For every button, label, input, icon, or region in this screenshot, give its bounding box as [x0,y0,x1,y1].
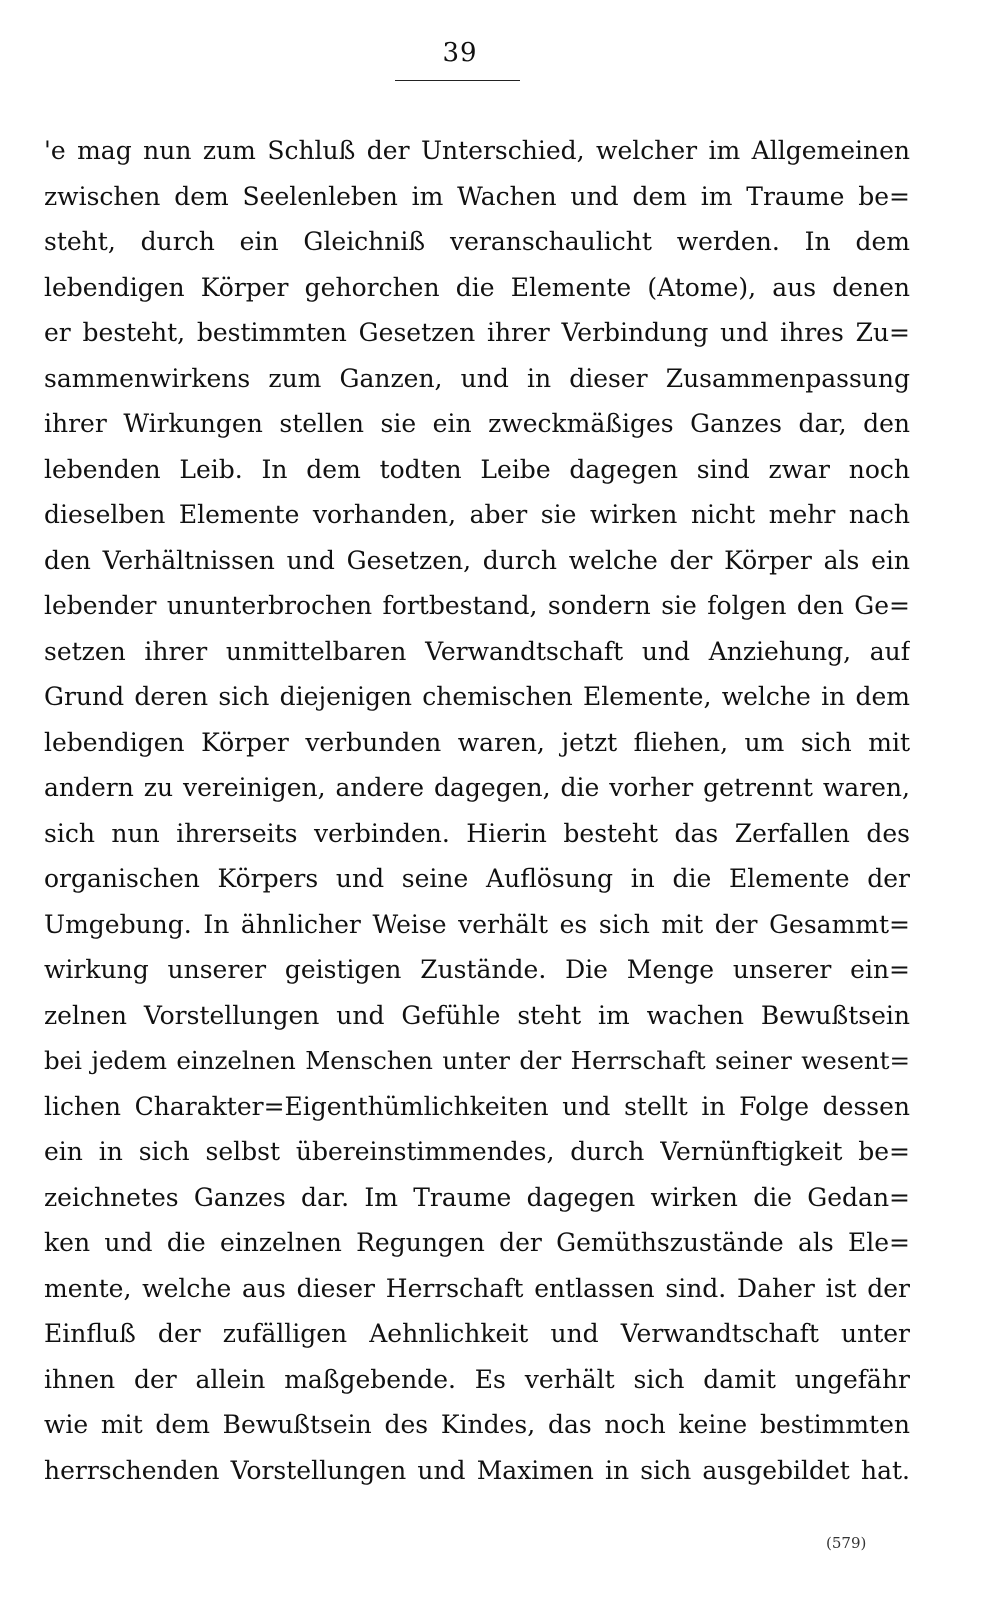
text-line: lebendigen Körper verbunden waren, jetzt fliehen, um sich mit [44,727,910,757]
body-paragraph [44,128,910,1493]
text-line: ihnen der allein maßgebende. Es verhält sich damit ungefähr [44,1364,910,1394]
text-line: 'e mag nun zum Schluß der Unterschied, welcher im Allgemeinen [44,136,910,165]
text-line: bei jedem einzelnen Menschen unter der Herrschaft seiner wesent= [44,1046,910,1075]
text-line: setzen ihrer unmittelbaren Verwandtschaft und Anziehung, auf [44,636,910,666]
text-line: lebender ununterbrochen fortbestand, sondern sie folgen den Ge= [44,591,910,620]
text-line: lebendigen Körper gehorchen die Elemente (Atome), aus denen [44,272,910,302]
text-line: Einfluß der zufälligen Aehnlichkeit und Verwandtschaft unter [44,1319,910,1348]
page-number: 39 [442,38,478,68]
text-line: Umgebung. In ähnlicher Weise verhält es sich mit der Gesammt= [44,909,910,939]
text-line: ken und die einzelnen Regungen der Gemüthszustände als Ele= [44,1228,910,1257]
text-line: organischen Körpers und seine Auflösung in die Elemente der [44,864,910,893]
text-line: ihrer Wirkungen stellen sie ein zweckmäßiges Ganzes dar, den [44,409,910,438]
text-line: sammenwirkens zum Ganzen, und in dieser Zusammenpassung [44,363,910,393]
text-line: steht, durch ein Gleichniß veranschaulicht werden. In dem [44,227,910,256]
text-line: mente, welche aus dieser Herrschaft entlassen sind. Daher ist der [44,1273,910,1303]
text-line: andern zu vereinigen, andere dagegen, die vorher getrennt waren, [44,773,910,802]
text-line: lebenden Leib. In dem todten Leibe dagegen sind zwar noch [44,454,910,484]
text-line: dieselben Elemente vorhanden, aber sie wirken nicht mehr nach [44,500,910,529]
text-line: den Verhältnissen und Gesetzen, durch welche der Körper als ein [44,545,910,575]
text-line: zeichnetes Ganzes dar. Im Traume dagegen wirken die Gedan= [44,1182,910,1212]
text-line: wirkung unserer geistigen Zustände. Die Menge unserer ein= [44,955,910,984]
text-line: zwischen dem Seelenleben im Wachen und dem im Traume be= [44,181,910,211]
text-line: sich nun ihrerseits verbinden. Hierin besteht das Zerfallen des [44,818,910,848]
header-rule [395,80,520,81]
text-line: Grund deren sich diejenigen chemischen Elemente, welche in dem [44,682,910,711]
text-line: lichen Charakter=Eigenthümlichkeiten und stellt in Folge dessen [44,1091,910,1121]
text-line: ein in sich selbst übereinstimmendes, durch Vernünftigkeit be= [44,1137,910,1166]
text-line: zelnen Vorstellungen und Gefühle steht im wachen Bewußtsein [44,1000,910,1030]
text-line: er besteht, bestimmten Gesetzen ihrer Verbindung und ihres Zu= [44,318,910,347]
text-line-last: herrschenden Vorstellungen und Maximen in sich ausgebildet hat. [44,1455,910,1485]
text-line: wie mit dem Bewußtsein des Kindes, das noch keine bestimmten [44,1410,910,1439]
printer-signature-mark: (579) [826,1534,867,1552]
